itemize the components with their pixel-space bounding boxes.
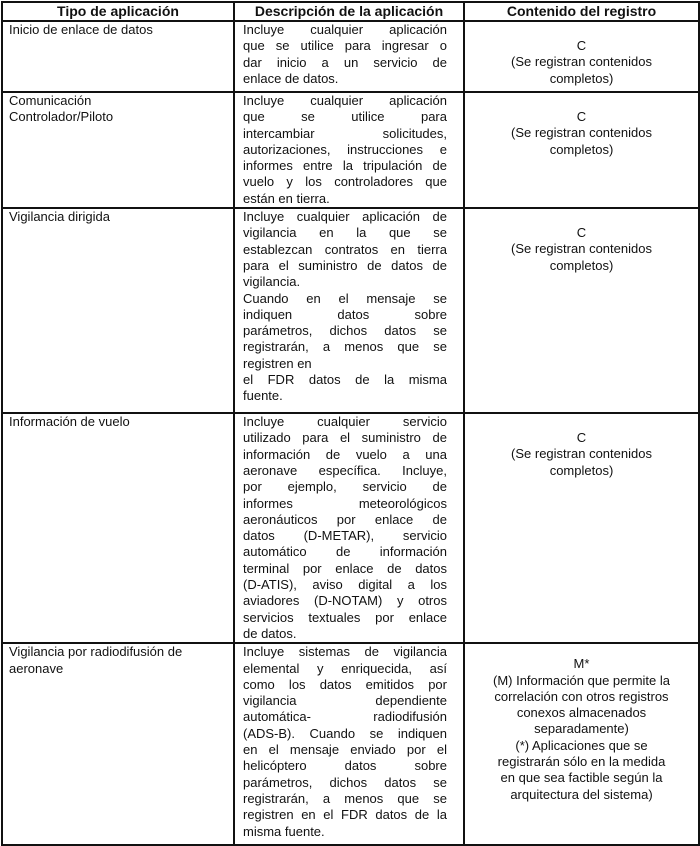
description-line: datos (D-METAR), servicio [243,528,447,544]
description-line: el FDR datos de la misma [243,372,447,388]
description-line: vigilancia. [243,274,301,290]
header-application-type: Tipo de aplicación [2,2,234,21]
description-line: por ejemplo, servicio de [243,479,447,495]
record-content-line: (*) Aplicaciones que se [515,737,648,753]
record-content-line: (Se registran contenidos [511,125,652,141]
description-line: están en tierra. [243,190,330,206]
application-type: Información de vuelo [2,413,234,643]
record-content-line: (M) Información que permite la [492,672,670,688]
description-line: elemental y enriquecida, así [243,660,447,676]
description-line: aeronave específica. Incluye, [243,462,447,478]
description-line: enlace de datos. [243,70,339,86]
description-line: registren en el FDR datos de la [243,807,447,823]
application-description [234,92,464,208]
description-line: aviadores (D-NOTAM) y otros [243,593,447,609]
record-content-line: completos) [549,70,614,86]
application-type: Comunicación Controlador/Piloto [2,92,234,208]
application-description [234,208,464,413]
description-line: Cuando en el mensaje se [243,290,447,306]
record-content-line: (Se registran contenidos [511,241,652,257]
table-row [2,92,699,208]
description-line: vigilancia en la que se [243,225,447,241]
description-line: registren en [243,355,312,371]
application-record-table [1,1,700,846]
record-content-line: separadamente) [534,721,629,737]
record-content-line: correlación con otros registros [494,688,669,704]
description-line: informes entre la tripulación de [243,158,447,174]
description-line: servicios textuales por enlace [243,609,447,625]
application-description [234,21,464,92]
table-body [2,21,699,845]
description-line: terminal por enlace de datos [243,560,447,576]
application-description [234,643,464,845]
application-type: Vigilancia dirigida [2,208,234,413]
record-content-line: completos) [549,257,614,273]
record-content [464,92,699,208]
description-line: informes meteorológicos [243,495,447,511]
record-content-line: C [576,38,587,53]
description-line: fuente. [243,388,283,404]
record-content [464,21,699,92]
description-line: autorizaciones, instrucciones e [243,141,447,157]
description-line: Incluye cualquier aplicación de [243,209,447,225]
record-content-line: C [576,109,587,124]
record-content-line: (Se registran contenidos [511,54,652,70]
record-content-line: C [576,225,587,241]
table-row [2,208,699,413]
table-row [2,21,699,92]
description-line: automática- radiodifusión [243,709,447,725]
description-line: vigilancia dependiente [243,693,447,709]
description-line: registrarán, a menos que se [243,790,447,806]
description-line: vuelo y los controladores que [243,174,447,190]
application-type: Inicio de enlace de datos [2,21,234,92]
description-line: Incluye sistemas de vigilancia [243,644,447,660]
description-line: Incluye cualquier aplicación [243,93,447,108]
description-line: información de vuelo a una [243,446,447,462]
table-row [2,413,699,643]
description-line: como los datos emitidos por [243,676,447,692]
description-line: en el mensaje enviado por el [243,742,447,758]
description-line: parámetros, dichos datos se [243,774,447,790]
description-line: (ADS-B). Cuando se indiquen [243,725,447,741]
description-line: que se utilice para [243,109,447,125]
record-content [464,413,699,643]
record-content-line: conexos almacenados [516,705,647,721]
record-content-line: registrarán sólo en la medida [497,754,666,770]
record-content [464,643,699,845]
record-content-line: C [576,430,587,446]
description-line: de datos. [243,625,297,641]
description-line: utilizado para el suministro de [243,430,447,446]
description-line: para el suministro de datos de [243,257,447,273]
record-content-line: completos) [549,141,614,157]
description-line: misma fuente. [243,823,325,839]
description-line: automático de información [243,544,447,560]
record-content [464,208,699,413]
application-type: Vigilancia por radiodifusión de aeronave [2,643,234,845]
description-line: (D-ATIS), aviso digital a los [243,577,447,593]
table-row [2,643,699,845]
application-description [234,413,464,643]
description-line: helicóptero datos sobre [243,758,447,774]
description-line: Incluye cualquier aplicación [243,22,447,37]
header-record-content: Contenido del registro [464,2,699,21]
record-content-line: en que sea factible según la [500,770,663,786]
record-content-line: completos) [549,462,614,478]
description-line: Incluye cualquier servicio [243,414,447,430]
description-line: registrarán, a menos que se [243,339,447,355]
record-content-line: (Se registran contenidos [511,446,652,462]
header-application-description: Descripción de la aplicación [234,2,464,21]
record-content-line: M* [573,656,590,672]
description-line: indiquen datos sobre [243,306,447,322]
description-line: que se utilice para ingresar o [243,38,447,54]
description-line: aeronáuticos por enlace de [243,511,447,527]
description-line: establezcan contratos en tierra [243,241,447,257]
description-line: intercambiar solicitudes, [243,125,447,141]
description-line: parámetros, dichos datos se [243,323,447,339]
record-content-line: arquitectura del sistema) [510,786,653,802]
description-line: dar inicio a un servicio de [243,54,447,70]
header-row [2,2,699,21]
